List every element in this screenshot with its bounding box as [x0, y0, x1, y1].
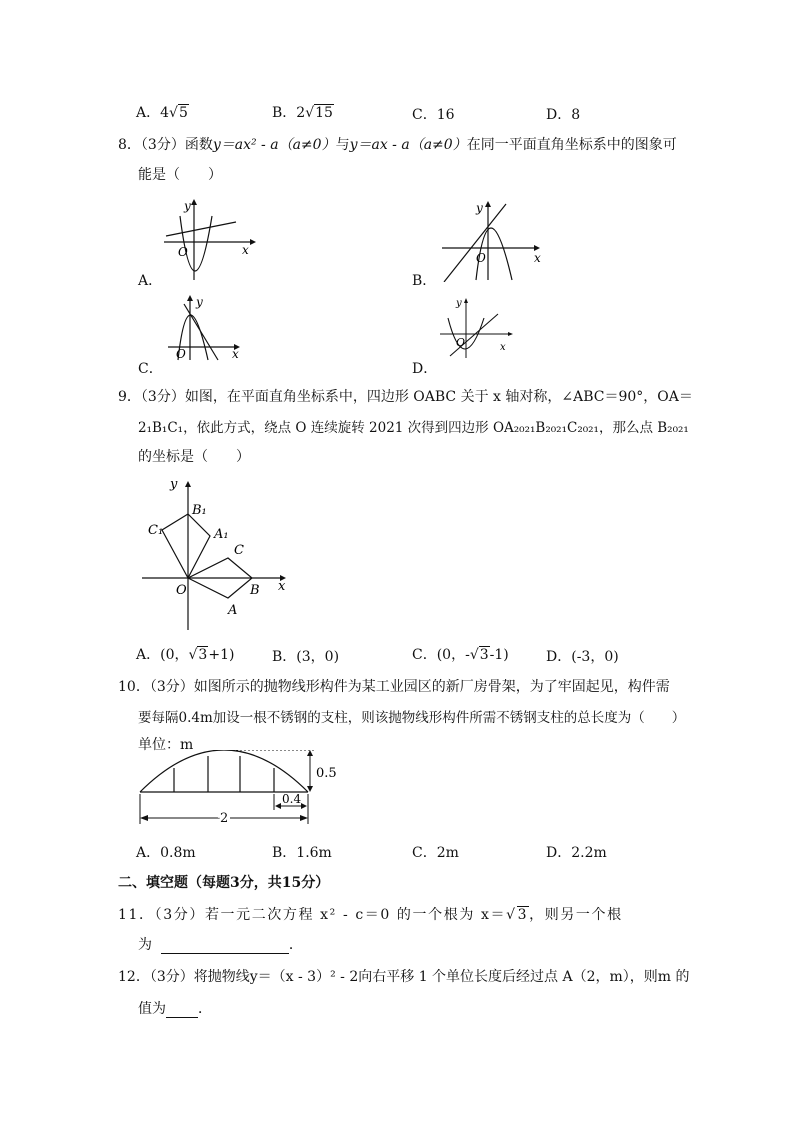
q10-unit-label: 单位：m [138, 737, 194, 753]
q9-stem-line1 [118, 386, 693, 406]
x-label: x [242, 243, 249, 257]
x-arrow-icon [508, 332, 513, 336]
q9-option-c [412, 644, 509, 664]
stem-text: 将抛物线y＝（x - 3）² - 2向右平移 1 个单位长度后经过点 A（2，m），则m 的 [193, 969, 690, 985]
y-label: y [476, 201, 483, 215]
section-heading: 二、填空题（每题3分，共15分） [118, 875, 330, 891]
q8-stem-line1 [118, 134, 677, 154]
arrow-icon [301, 803, 307, 809]
option-coef: 2 [296, 105, 306, 121]
option-letter: C． [412, 107, 437, 123]
quad-oa1b1c1 [162, 514, 210, 578]
option-radicand: 3 [479, 647, 489, 663]
y-arrow-icon [464, 298, 468, 303]
q8-graph-d [436, 292, 520, 362]
q7-option-d [546, 104, 580, 124]
q10-option-b: B．1.6m [272, 845, 332, 861]
stem-text: 值为 [138, 1001, 166, 1017]
question-score: （3分） [154, 907, 205, 923]
q12-stem-line1 [118, 966, 690, 986]
y-arrow-icon [187, 295, 193, 301]
q8-graph-c [166, 292, 250, 362]
q9-option-a [136, 644, 234, 664]
q7-option-c [412, 104, 455, 124]
option-coef: 4 [160, 105, 170, 121]
stem-text: 函数 [184, 137, 213, 153]
origin-label: O [178, 245, 188, 259]
option-letter: A． [136, 647, 161, 663]
option-text: 16 [436, 107, 455, 123]
spacing-label: 0.4 [282, 792, 302, 806]
label-o: O [176, 583, 187, 598]
answer-blank[interactable] [161, 937, 289, 954]
x-arrow-icon [250, 239, 256, 245]
line [166, 222, 236, 236]
stem-text: 如图，在平面直角坐标系中，四边形 OABC 关于 x 轴对称，∠ABC＝90°，OA＝ [184, 389, 693, 405]
arrow-icon [275, 803, 281, 809]
q10-stem-line1 [118, 676, 670, 696]
stem-text: ． [288, 937, 303, 953]
option-radicand: 3 [198, 647, 208, 663]
parabola-arch [140, 750, 308, 792]
y-arrow-icon [485, 201, 491, 207]
arrow-icon [140, 815, 148, 821]
y-label: y [456, 298, 462, 309]
label-c: C [234, 543, 244, 558]
option-text: -1) [489, 647, 509, 663]
q8-graph-b [436, 196, 546, 282]
y-arrow-icon [185, 481, 191, 487]
y-label: y [170, 477, 178, 492]
formula-2: y＝ax - a（a≠0） [349, 137, 467, 153]
x-label: x [278, 579, 286, 594]
q8-label-b: B． [412, 273, 437, 289]
y-label: y [184, 199, 191, 213]
question-number: 9． [118, 389, 141, 405]
question-score: （3分） [140, 137, 185, 153]
question-number: 10． [118, 679, 150, 695]
sqrt-symbol: √ [506, 907, 517, 923]
option-letter: D． [546, 107, 572, 123]
question-number: 12． [118, 969, 150, 985]
parabola [180, 216, 212, 271]
option-letter: B． [272, 649, 297, 665]
q9-option-d [546, 646, 619, 666]
option-text: 8 [571, 107, 581, 123]
option-text: (0， [160, 647, 189, 663]
y-label: y [196, 295, 203, 309]
origin-label: O [176, 347, 186, 361]
sqrt-symbol: √ [188, 647, 198, 663]
stem-text: 在同一平面直角坐标系中的图象可 [466, 137, 677, 153]
option-radicand: 15 [315, 105, 333, 121]
origin-label: O [476, 251, 486, 265]
q10-stem-line2: 要每隔0.4m加设一根不锈钢的支柱，则该抛物线形构件所需不锈钢支柱的总长度为（ ） [138, 710, 686, 726]
formula-1: y＝ax² - a（a≠0） [212, 137, 336, 153]
stem-text: ，则另一个根 [529, 907, 623, 923]
label-b1: B₁ [192, 503, 207, 518]
q9-figure [136, 474, 296, 634]
sqrt-symbol: √ [169, 105, 178, 121]
origin-label: O [456, 336, 466, 349]
option-radicand: 5 [178, 105, 188, 121]
q8-stem-line2: 能是（ ） [138, 167, 222, 183]
line [450, 314, 498, 356]
stem-text: 为 [138, 937, 152, 953]
option-letter: C． [412, 647, 437, 663]
q8-label-c: C． [138, 361, 163, 377]
q9-option-b [272, 646, 339, 666]
width-label: 2 [220, 811, 229, 826]
q11-stem-line2 [138, 934, 303, 954]
q7-option-b [272, 102, 334, 122]
q8-label-a: A． [138, 273, 163, 289]
q10-option-d: D．2.2m [546, 845, 607, 861]
label-c1: C₁ [148, 523, 164, 538]
stem-text: 与 [335, 137, 350, 153]
x-label: x [500, 342, 506, 353]
x-label: x [232, 347, 239, 361]
option-text: +1) [208, 647, 235, 663]
q10-option-a: A．0.8m [136, 845, 196, 861]
q7-option-a [136, 102, 189, 122]
question-number: 11． [118, 907, 155, 923]
stem-text: ． [198, 1001, 212, 1017]
question-score: （3分） [149, 969, 194, 985]
line [444, 204, 506, 282]
q12-stem-line2 [138, 998, 212, 1018]
q8-label-d: D． [412, 361, 438, 377]
option-text: (3，0) [296, 649, 340, 665]
stem-text: 若一元二次方程 x² - c＝0 的一个根为 x＝ [204, 907, 507, 923]
sqrt-symbol: √ [305, 105, 315, 121]
arrow-icon [307, 750, 313, 756]
y-arrow-icon [191, 199, 197, 205]
question-number: 8． [118, 137, 141, 153]
option-letter: D． [546, 649, 572, 665]
line [184, 304, 218, 360]
label-a1: A₁ [214, 527, 229, 542]
question-score: （3分） [149, 679, 194, 695]
q9-stem-line3: 的坐标是（ ） [138, 449, 250, 465]
stem-text: 如图所示的抛物线形构件为某工业园区的新厂房骨架，为了牢固起见，构件需 [193, 679, 670, 695]
q10-option-c: C．2m [412, 845, 459, 861]
x-label: x [534, 251, 541, 265]
q9-stem-line2: 2₁B₁C₁，依此方式，绕点 O 连续旋转 2021 次得到四边形 OA₂₀₂₁B₂₀₂₁C₂₀₂₁，那么点 B₂₀₂₁ [138, 420, 689, 436]
option-text: (0，- [436, 647, 470, 663]
question-score: （3分） [140, 389, 185, 405]
q8-graph-a [160, 196, 260, 282]
label-a: A [228, 603, 238, 618]
q10-figure [134, 750, 344, 830]
label-b: B [250, 583, 260, 598]
q11-stem-line1 [118, 904, 623, 924]
radicand: 3 [517, 907, 529, 923]
option-letter: A． [136, 105, 161, 121]
height-label: 0.5 [316, 766, 337, 781]
arrow-icon [300, 815, 308, 821]
option-letter: B． [272, 105, 297, 121]
sqrt-symbol: √ [469, 647, 479, 663]
answer-blank[interactable] [166, 1001, 198, 1018]
option-text: (-3，0) [571, 649, 619, 665]
